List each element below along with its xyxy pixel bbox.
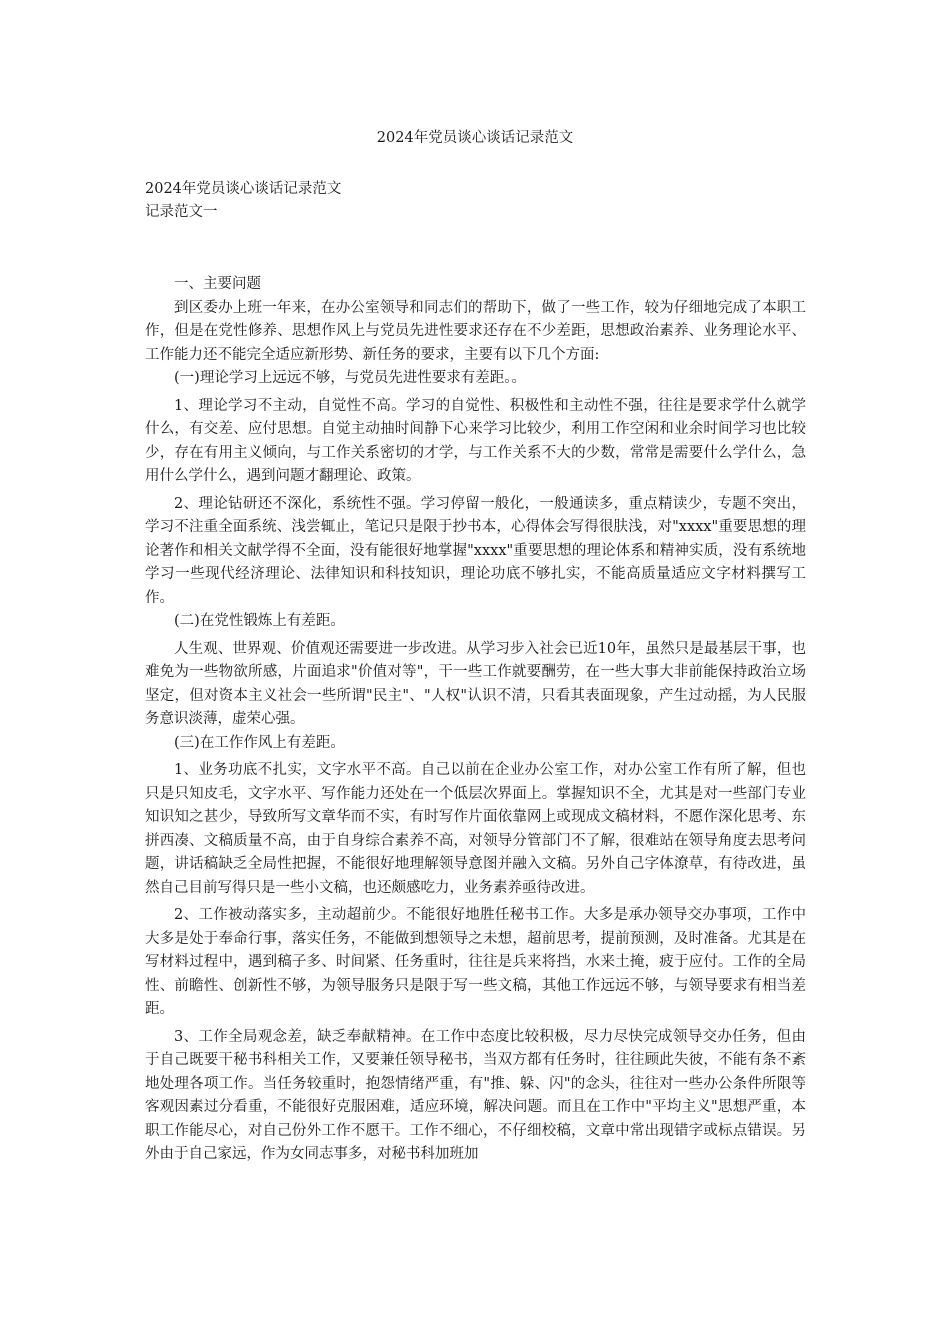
subheading: (三)在工作作风上有差距。 xyxy=(174,734,345,751)
subheading: (二)在党性锻炼上有差距。 xyxy=(174,613,345,629)
paragraph: 人生观、世界观、价值观还需要进一步改进。从学习步入社会已近10年，虽然只是最基层干事，也难免为一些物欲所感，片面追求"价值对等"，干一些工作就要酬劳，在一些大事大非前能保持政治立场坚定，但对资本主义社会一些所谓"民主"、"人权"认识不清，只看其表面现象，产生过动摇，为人民服务意识淡薄，虚荣心强。 xyxy=(145,640,806,727)
subheading: (一)理论学习上远远不够，与党员先进性要求有差距。。 xyxy=(174,370,527,386)
paragraph: 1、理论学习不主动，自觉性不高。学习的自觉性、积极性和主动性不强，往往是要求学什么就学什么，有交差、应付思想。自觉主动抽时间静下心来学习比较少，利用工作空闲和业余时间学习也比较少，存在有用主义倾向，与工作关系密切的才学，与工作关系不大的少数，常常是需要什么学什么，急用什么学什么，遇到问题才翻理论、政策。 xyxy=(145,397,806,484)
heading-main-problems: 一、主要问题 xyxy=(174,276,261,292)
paragraph: 3、工作全局观念差，缺乏奉献精神。在工作中态度比较积极，尽力尽快完成领导交办任务，但由于自己既要干秘书科相关工作，又要兼任领导秘书，当双方都有任务时，往往顾此失彼，不能有条不紊地处理各项工作。当任务较重时，抱怨情绪严重，有"推、躲、闪"的念头，往往对一些办公条件所限等客观因素过分看重，不能很好克服困难，适应环境，解决问题。而且在工作中"平均主义"思想严重，本职工作能尽心，对自己份外工作不愿干。工作不细心，不仔细校稿，文章中常出现错字或标点错误。另外由于自己家远，作为女同志事多，对秘书科加班加 xyxy=(145,1028,806,1162)
paragraph: 到区委办上班一年来，在办公室领导和同志们的帮助下，做了一些工作，较为仔细地完成了本职工作，但是在党性修养、思想作风上与党员先进性要求还存在不少差距，思想政治素养、业务理论水平、工作能力还不能完全适应新形势、新任务的要求，主要有以下几个方面: xyxy=(145,299,806,363)
paragraph: 2、理论钻研还不深化，系统性不强。学习停留一般化，一般通读多，重点精读少，专题不突出，学习不注重全面系统、浅尝辄止，笔记只是限于抄书本，心得体会写得很肤浅，对"xxxx"重要思想的理论著作和相关文献学得不全面，没有能很好地掌握"xxxx"重要思想的理论体系和精神实质，没有系统地学习一些现代经济理论、法律知识和科技知识，理论功底不够扎实，不能高质量适应文字材料撰写工作。 xyxy=(145,495,806,606)
document-subtitle: 2024年党员谈心谈话记录范文 xyxy=(145,181,342,197)
document-body xyxy=(145,273,806,1167)
paragraph: 1、业务功底不扎实，文字水平不高。自己以前在企业办公室工作，对办公室工作有所了解，但也只是只知皮毛，文字水平、写作能力还处在一个低层次界面上。掌握知识不全，尤其是对一些部门专业知识知之甚少，导致所写文章华而不实，有时写作片面依靠网上或现成文稿材料，不愿作深化思考、东拼西凑、文稿质量不高，由于自身综合素养不高，对领导分管部门不了解，很难站在领导角度去思考问题，讲话稿缺乏全局性把握，不能很好地理解领导意图并融入文稿。另外自己字体潦草，有待改进，虽然自己目前写得只是一些小文稿，也还颇感吃力，业务素养亟待改进。 xyxy=(145,762,806,896)
paragraph: 2、工作被动落实多，主动超前少。不能很好地胜任秘书工作。大多是承办领导交办事项，工作中大多是处于奉命行事，落实任务，不能做到想领导之未想，超前思考，提前预测，及时准备。尤其是在写材料过程中，遇到稿子多、时间紧、任务重时，往往是兵来将挡，水来土掩，疲于应付。工作的全局性、前瞻性、创新性不够，为领导服务只是限于写一些文稿，其他工作远远不够，与领导要求有相当差距。 xyxy=(145,907,806,1017)
document-title: 2024年党员谈心谈话记录范文 xyxy=(376,130,574,146)
section-label: 记录范文一 xyxy=(145,204,218,220)
